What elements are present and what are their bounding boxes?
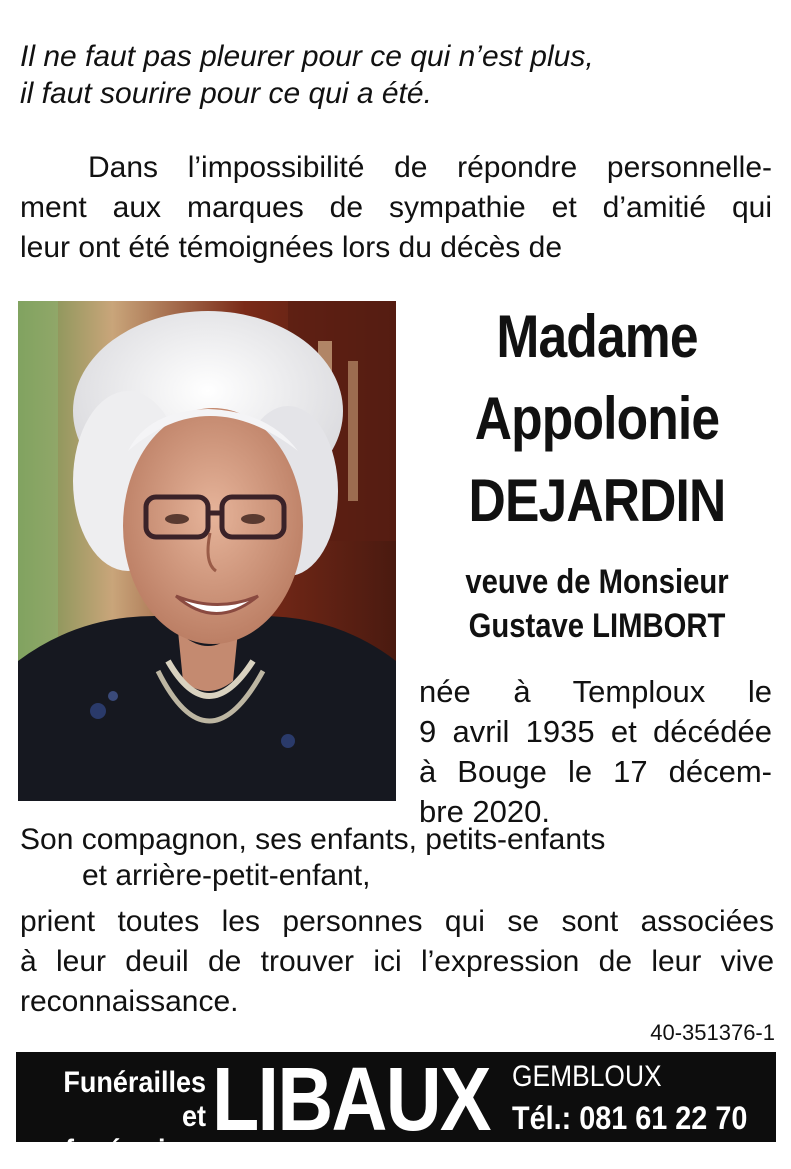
- closing-line-3: reconnaissance.: [20, 985, 239, 1018]
- dates-line-3: à Bouge le 17 décem-: [419, 754, 772, 789]
- family-paragraph: [20, 822, 772, 894]
- quote-line-1: Il ne faut pas pleurer pour ce qui n’est plus,: [20, 40, 594, 73]
- funeral-home-city: GEMBLOUX: [512, 1060, 662, 1093]
- funeral-home-brand: LIBAUX: [212, 1050, 490, 1150]
- family-line-2: et arrière-petit-enfant,: [82, 859, 371, 892]
- funeral-home-banner: [16, 1050, 776, 1167]
- dates-line-1: née à Temploux le: [419, 674, 772, 709]
- birth-death-details: [419, 672, 772, 832]
- intro-paragraph: [20, 148, 772, 268]
- service-line-2: et funérarium: [64, 1100, 206, 1167]
- closing-line-1: prient toutes les personnes qui se sont associées: [20, 905, 774, 938]
- epigraph-quote: [20, 38, 770, 112]
- intro-line-2: ment aux marques de sympathie et d’amitié qui: [20, 191, 772, 224]
- deceased-last-name: DEJARDIN: [468, 467, 726, 534]
- dates-line-2: 9 avril 1935 et décédée: [419, 714, 772, 749]
- closing-line-2: à leur deuil de trouver ici l’expression de leur vive: [20, 945, 774, 978]
- intro-line-3: leur ont été témoignées lors du décès de: [20, 231, 563, 264]
- dates-line-4: bre 2020.: [419, 794, 550, 829]
- ad-reference-number: 40-351376-1: [650, 1020, 775, 1045]
- portrait-illustration: [18, 301, 396, 801]
- widow-line-2: Gustave LIMBORT: [468, 607, 726, 645]
- family-line-1: Son compagnon, ses enfants, petits-enfants: [20, 823, 606, 856]
- closing-paragraph: [20, 902, 774, 1022]
- funeral-services-label: [46, 1066, 206, 1168]
- intro-line-1: Dans l’impossibilité de répondre personnelle-: [88, 151, 772, 184]
- quote-line-2: il faut sourire pour ce qui a été.: [20, 77, 432, 110]
- deceased-title: Madame: [496, 303, 698, 370]
- deceased-first-name: Appolonie: [474, 385, 720, 452]
- widow-line-1: veuve de Monsieur: [465, 563, 729, 601]
- service-line-1: Funérailles: [63, 1066, 206, 1099]
- portrait-photo: [18, 301, 396, 801]
- funeral-home-phone: Tél.: 081 61 22 70: [512, 1100, 748, 1136]
